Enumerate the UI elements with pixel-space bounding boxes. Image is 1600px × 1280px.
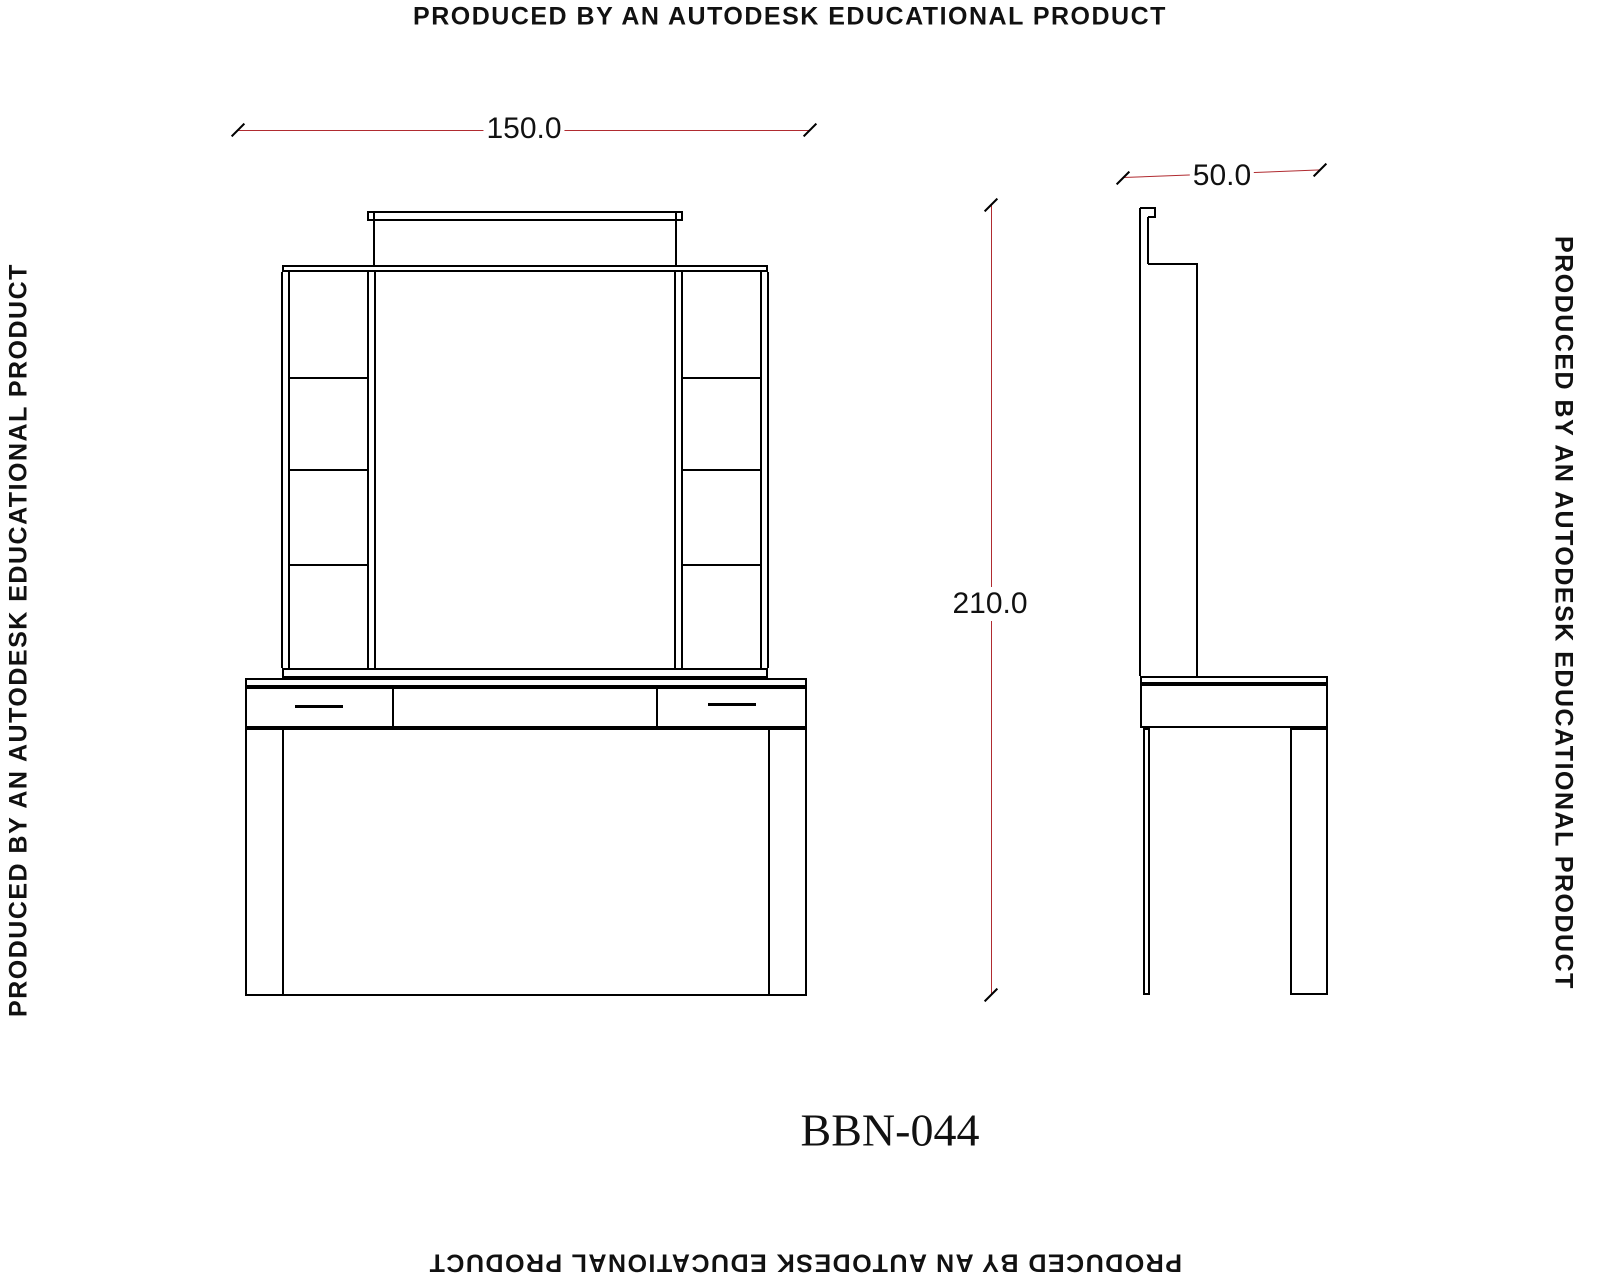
mirror-back-line	[1139, 208, 1141, 676]
dim-depth-tick-left	[1116, 171, 1130, 185]
watermark-right: PRODUCED BY AN AUTODESK EDUCATIONAL PRODUCT	[1549, 236, 1578, 990]
drawer-divider-left	[392, 687, 394, 728]
right-column-outer-line	[767, 272, 769, 668]
mirror-frame-right	[674, 272, 676, 668]
tabletop-side	[1140, 676, 1328, 684]
mirror-frame-left	[374, 272, 376, 668]
mirror-support-left	[373, 221, 375, 265]
mirror-top-bar	[367, 211, 683, 221]
drawer-band-side	[1140, 684, 1328, 728]
dimension-depth-label: 50.0	[1190, 159, 1254, 193]
leg-back	[1143, 728, 1150, 995]
right-shelf-3	[682, 564, 761, 566]
mirror-top-bar-cap-left	[373, 211, 375, 221]
cabinet-panel-left	[282, 728, 284, 996]
watermark-bottom: PRODUCED BY AN AUTODESK EDUCATIONAL PRODUCT	[428, 1248, 1182, 1277]
dimension-height-label: 210.0	[949, 587, 1030, 621]
mirror-front-line	[1147, 217, 1149, 264]
tabletop	[245, 678, 807, 687]
left-column-outer-line	[281, 272, 283, 668]
dimension-width-label: 150.0	[483, 112, 564, 146]
leg-front	[1290, 728, 1328, 995]
shelf-top-rail	[282, 265, 768, 272]
shelf-column-top	[1148, 263, 1198, 265]
right-shelf-2	[682, 469, 761, 471]
drawer-handle-left	[295, 705, 343, 708]
cabinet-panel-right	[768, 728, 770, 996]
left-shelf-3	[289, 564, 368, 566]
cabinet-body	[245, 728, 807, 996]
mirror-notch-step	[1148, 216, 1156, 218]
shelf-bottom-rail	[282, 668, 768, 678]
left-shelf-1	[289, 377, 368, 379]
mirror-support-right	[675, 221, 677, 265]
drawer-divider-right	[656, 687, 658, 728]
drawer-handle-right	[708, 703, 756, 706]
watermark-top: PRODUCED BY AN AUTODESK EDUCATIONAL PRODUCT	[413, 2, 1167, 31]
part-number-label: BBN-044	[800, 1104, 980, 1156]
right-shelf-1	[682, 377, 761, 379]
mirror-top-bar-cap-right	[675, 211, 677, 221]
watermark-left: PRODUCED BY AN AUTODESK EDUCATIONAL PRODUCT	[4, 263, 33, 1017]
left-shelf-2	[289, 469, 368, 471]
shelf-column-front	[1196, 264, 1198, 676]
